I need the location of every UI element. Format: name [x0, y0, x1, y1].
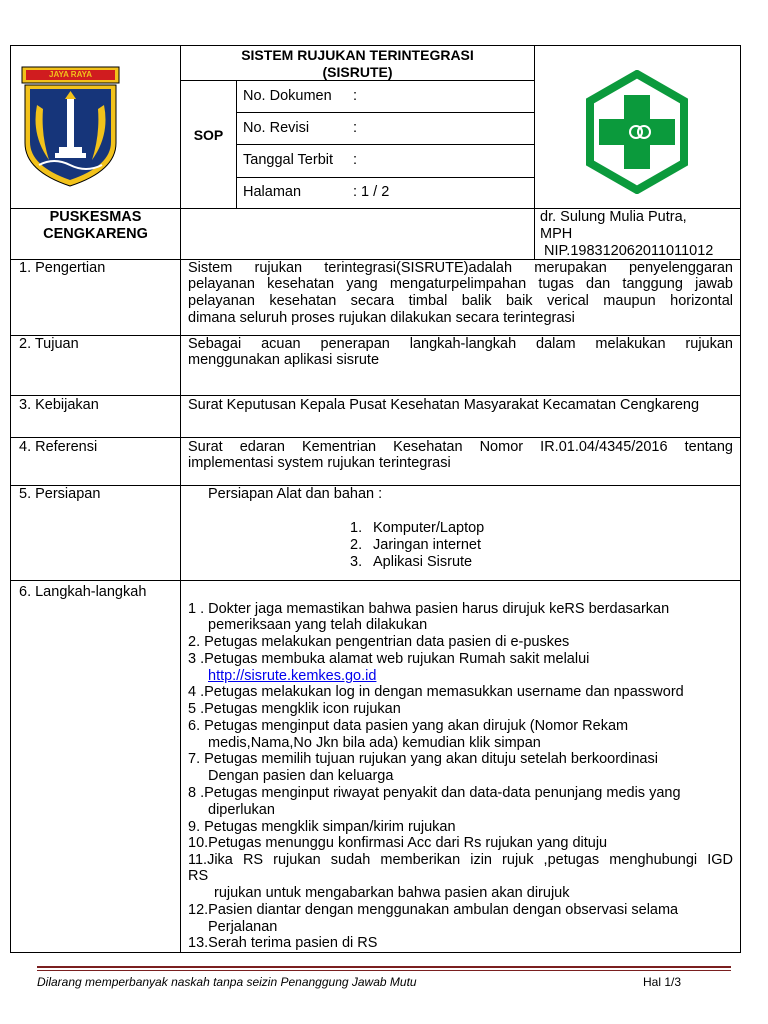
section-label-tujuan: 2. Tujuan — [19, 336, 79, 352]
org-name-line1: PUSKESMAS — [49, 209, 142, 225]
langkah-line: 11.Jika RS rujukan sudah memberikan izin rujuk ,petugas menghubungi IGD — [188, 852, 733, 868]
grid-line — [10, 952, 741, 953]
section-label-pengertian: 1. Pengertian — [19, 260, 106, 276]
sisrute-link[interactable]: http://sisrute.kemkes.go.id — [208, 668, 377, 684]
langkah-line: 5 .Petugas mengklik icon rujukan — [188, 701, 401, 717]
field-label-no-revisi: No. Revisi — [243, 120, 310, 136]
grid-line — [10, 437, 741, 438]
persiapan-item-text: Aplikasi Sisrute — [373, 554, 473, 570]
pengertian-line: pelayanan kesehatan secara timbal balik baik verical maupun horizontal — [188, 293, 733, 309]
langkah-line: 1 . Dokter jaga memastikan bahwa pasien harus dirujuk keRS berdasarkan — [188, 601, 670, 617]
footer-note: Dilarang memperbanyak naskah tanpa seizin Penanggung Jawab Mutu — [37, 975, 417, 989]
sop-label: SOP — [193, 127, 224, 143]
field-value-no-dokumen: : — [353, 88, 358, 104]
referensi-line: implementasi system rujukan terintegrasi — [188, 455, 451, 471]
langkah-line: Perjalanan — [208, 919, 278, 935]
field-label-no-dokumen: No. Dokumen — [243, 88, 332, 104]
section-label-referensi: 4. Referensi — [19, 439, 98, 455]
footer-divider — [37, 966, 731, 968]
section-label-kebijakan: 3. Kebijakan — [19, 397, 99, 413]
langkah-line: 7. Petugas memilih tujuan rujukan yang akan dituju setelah berkoordinasi — [188, 751, 658, 767]
persiapan-item-text: Jaringan internet — [373, 537, 482, 553]
kebijakan-text: Surat Keputusan Kepala Pusat Kesehatan Masyarakat Kecamatan Cengkareng — [188, 397, 700, 413]
langkah-line: 9. Petugas mengklik simpan/kirim rujukan — [188, 819, 456, 835]
grid-line — [740, 45, 741, 953]
grid-line — [10, 580, 741, 581]
langkah-line: diperlukan — [208, 802, 275, 818]
referensi-line: Surat edaran Kementrian Kesehatan Nomor IR.01.04/4345/2016 tentang — [188, 439, 733, 455]
footer-page-number: Hal 1/3 — [643, 975, 682, 989]
grid-line — [10, 45, 741, 46]
langkah-line: RS — [188, 868, 209, 884]
section-label-persiapan: 5. Persiapan — [19, 486, 101, 502]
persiapan-intro: Persiapan Alat dan bahan : — [208, 486, 383, 502]
langkah-line: 8 .Petugas menginput riwayat penyakit dan data-data penunjang medis yang — [188, 785, 681, 801]
langkah-line: 6. Petugas menginput data pasien yang akan dirujuk (Nomor Rekam — [188, 718, 629, 734]
pengertian-line: Sistem rujukan terintegrasi(SISRUTE)adalah merupakan penyelenggaran — [188, 260, 733, 276]
langkah-line: 2. Petugas melakukan pengentrian data pasien di e-puskes — [188, 634, 570, 650]
langkah-line: 13.Serah terima pasien di RS — [188, 935, 378, 951]
grid-line — [236, 144, 534, 145]
grid-line — [236, 112, 534, 113]
signer-nip: NIP.198312062011011012 — [544, 243, 714, 259]
grid-line — [236, 80, 237, 209]
jaya-raya-emblem-icon — [19, 65, 122, 188]
signer-name: dr. Sulung Mulia Putra, — [540, 209, 687, 225]
field-value-halaman: : 1 / 2 — [353, 184, 390, 200]
langkah-line: 3 .Petugas membuka alamat web rujukan Rumah sakit melalui — [188, 651, 590, 667]
persiapan-item-num: 1. — [350, 520, 363, 536]
document-subtitle: (SISRUTE) — [322, 64, 393, 80]
grid-line — [180, 45, 181, 953]
langkah-line: 4 .Petugas melakukan log in dengan memasukkan username dan npassword — [188, 684, 684, 700]
puskesmas-logo-icon — [584, 70, 690, 194]
section-label-langkah: 6. Langkah-langkah — [19, 584, 147, 600]
signer-title: MPH — [540, 226, 573, 242]
langkah-line: Dengan pasien dan keluarga — [208, 768, 394, 784]
persiapan-item-text: Komputer/Laptop — [373, 520, 485, 536]
persiapan-item-num: 3. — [350, 554, 363, 570]
langkah-line: 12.Pasien diantar dengan menggunakan ambulan dengan observasi selama — [188, 902, 679, 918]
pengertian-line: pelayanan kesehatan yang mengaturpelimpahan tugas dan tanggung jawab — [188, 276, 733, 292]
footer-divider — [37, 970, 731, 971]
grid-line — [534, 45, 535, 260]
tujuan-line: menggunakan aplikasi sisrute — [188, 352, 380, 368]
grid-line — [236, 177, 534, 178]
grid-line — [10, 45, 11, 953]
emblem-text: JAYA RAYA — [49, 70, 92, 79]
org-name-line2: CENGKARENG — [43, 226, 148, 242]
langkah-line: pemeriksaan yang telah dilakukan — [208, 617, 428, 633]
field-label-halaman: Halaman — [243, 184, 302, 200]
persiapan-item-num: 2. — [350, 537, 363, 553]
pengertian-line: dimana seluruh proses rujukan dilakukan secara terintegrasi — [188, 310, 575, 326]
document-title: SISTEM RUJUKAN TERINTEGRASI — [241, 47, 474, 63]
tujuan-line: Sebagai acuan penerapan langkah-langkah dalam melakukan rujukan — [188, 336, 733, 352]
field-label-tanggal-terbit: Tanggal Terbit — [243, 152, 334, 168]
field-value-tanggal-terbit: : — [353, 152, 358, 168]
langkah-line: rujukan untuk mengabarkan bahwa pasien akan dirujuk — [214, 885, 570, 901]
langkah-line: medis,Nama,No Jkn bila ada) kemudian klik simpan — [208, 735, 541, 751]
langkah-line: 10.Petugas menunggu konfirmasi Acc dari Rs rujukan yang dituju — [188, 835, 608, 851]
grid-line — [10, 395, 741, 396]
field-value-no-revisi: : — [353, 120, 358, 136]
